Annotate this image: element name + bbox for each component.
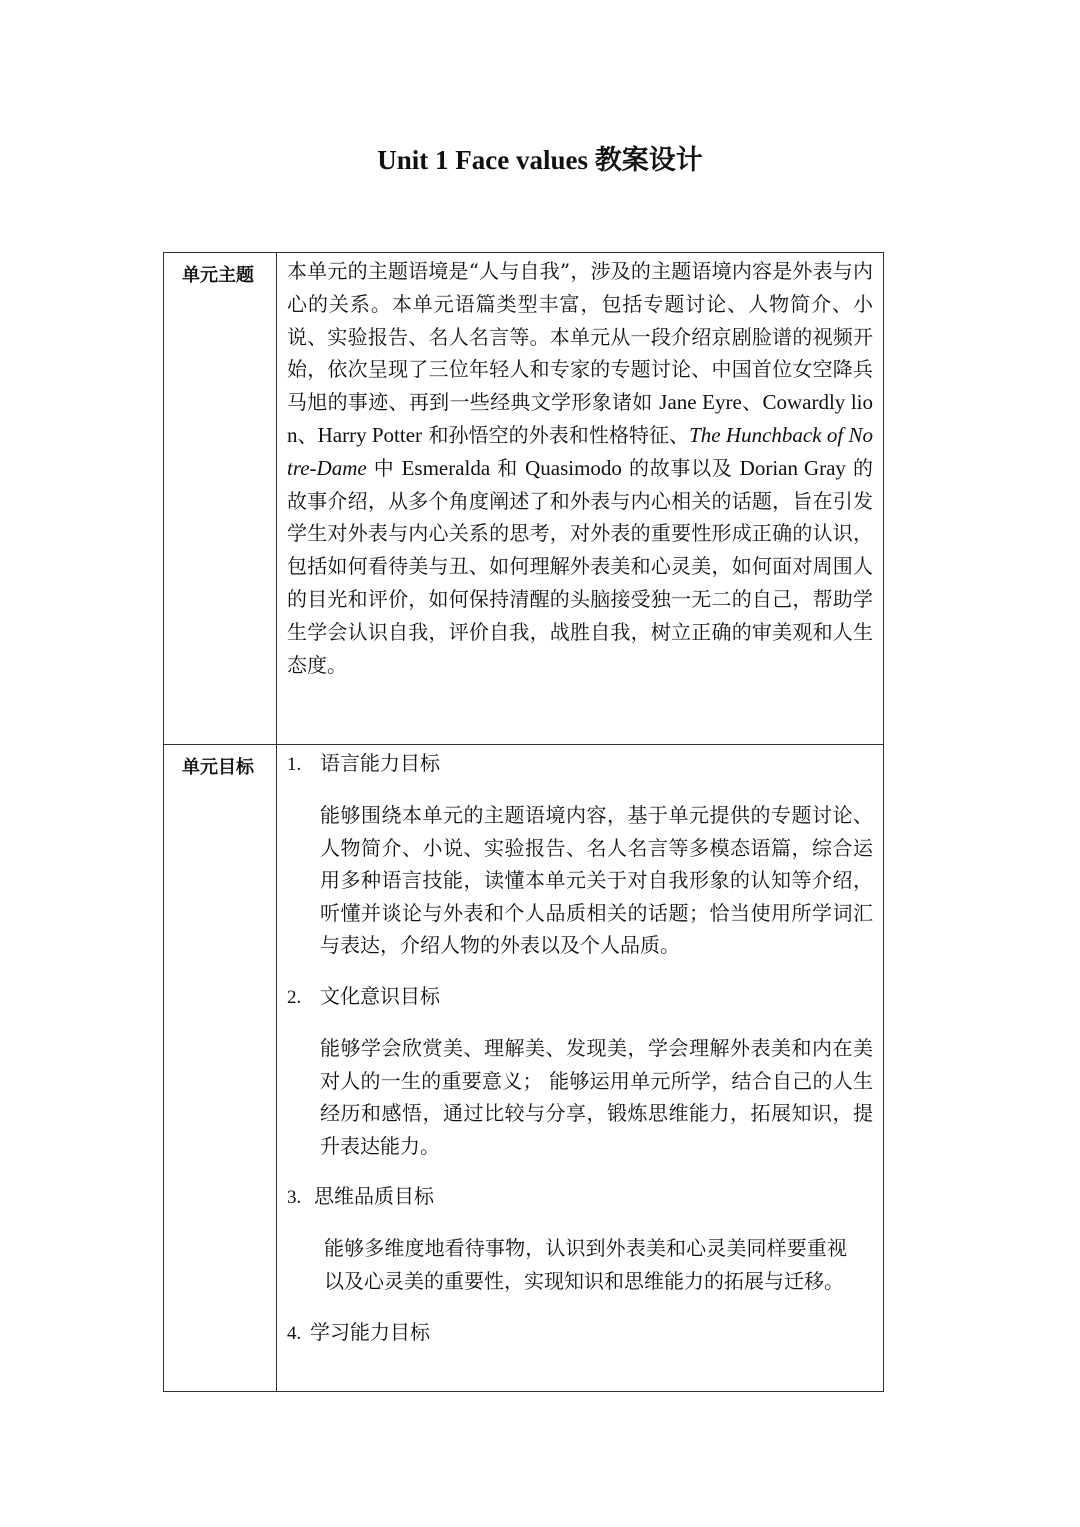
theme-label: 单元主题 [182, 265, 254, 286]
theme-row [164, 253, 884, 745]
theme-english-term: Quasimodo [525, 455, 622, 480]
theme-text-segment: 的故事介绍，从多个角度阐述了和外表与内心相关的话题，旨在引发学生对外表与内心关系的思考，对外表的重要性形成正确的认识，包括如何看待美与丑、如何理解外表美和心灵美，如何面对周围人的目光和评价，如何保持清醒的头脑接受独一无二的自己，帮助学生学会认识自我，评价自我，战胜自我，树立正确的审美观和人生态度。 [287, 455, 873, 677]
theme-english-term: The Hunchback of Notre-Dame [287, 422, 873, 480]
goal-2-heading [277, 980, 883, 1014]
goal-2-number: 2. [287, 986, 302, 1008]
goals-label: 单元目标 [182, 757, 254, 778]
theme-text-segment: 的故事以及 [621, 455, 740, 480]
lesson-plan-table [163, 252, 884, 1392]
goal-3-number: 3. [287, 1187, 302, 1209]
theme-english-term: Esmeralda [401, 455, 491, 480]
goals-content-cell [277, 745, 884, 1392]
goals-label-cell [164, 745, 277, 1392]
goal-4-number: 4. [287, 1322, 302, 1344]
goal-4-title: 学习能力目标 [310, 1319, 430, 1344]
goal-4-heading [277, 1316, 883, 1350]
goal-1-number: 1. [287, 754, 302, 775]
theme-english-term: Cowardly lion [287, 390, 874, 447]
theme-english-term: Dorian Gray [739, 455, 846, 480]
theme-content-cell [277, 253, 884, 745]
theme-text-segment: 中 [366, 455, 402, 480]
theme-text-segment: 、 [297, 422, 318, 447]
theme-text-segment: 本单元的主题语境是“人与自我”，涉及的主题语境内容是外表与内心的关系。本单元语篇类型丰富，包括专题讨论、人物简介、小说、实验报告、名人名言等。本单元从一段介绍京剧脸谱的视频开始，依次呈现了三位年轻人和专家的专题讨论、中国首位女空降兵马旭的事迹、再到一些经典文学形象诸如 [287, 259, 873, 415]
goal-2-body: 能够学会欣赏美、理解美、发现美，学会理解外表美和内在美对人的一生的重要意义； 能够运用单元所学，结合自己的人生经历和感悟，通过比较与分享，锻炼思维能力，拓展知识，提升表达能力。 [320, 1035, 873, 1158]
theme-text-segment: 、 [741, 390, 763, 415]
goal-2-title: 文化意识目标 [320, 983, 440, 1008]
goal-1-body: 能够围绕本单元的主题语境内容，基于单元提供的专题讨论、人物简介、小说、实验报告、名人名言等多模态语篇，综合运用多种语言技能，读懂本单元关于对自我形象的认知等介绍，听懂并谈论与外表和个人品质相关的话题；恰当使用所学词汇与表达，介绍人物的外表以及个人品质。 [320, 803, 873, 958]
goal-3-title: 思维品质目标 [314, 1184, 434, 1209]
theme-english-term: Harry Potter [317, 422, 423, 447]
goal-1-title: 语言能力目标 [320, 751, 440, 775]
theme-text-segment: 和 [490, 455, 526, 480]
goals-row [164, 745, 884, 1392]
theme-label-cell [164, 253, 277, 745]
theme-text-segment: 和孙悟空的外表和性格特征、 [422, 422, 690, 447]
page-title: Unit 1 Face values 教案设计 [377, 145, 703, 175]
goal-3-heading [277, 1180, 883, 1214]
goal-3-body: 能够多维度地看待事物，认识到外表美和心灵美同样要重视以及心灵美的重要性，实现知识和思维能力的拓展与迁移。 [324, 1236, 847, 1293]
theme-english-term: Jane Eyre [659, 390, 742, 415]
theme-paragraph [277, 253, 883, 681]
goal-1-heading [277, 747, 883, 781]
